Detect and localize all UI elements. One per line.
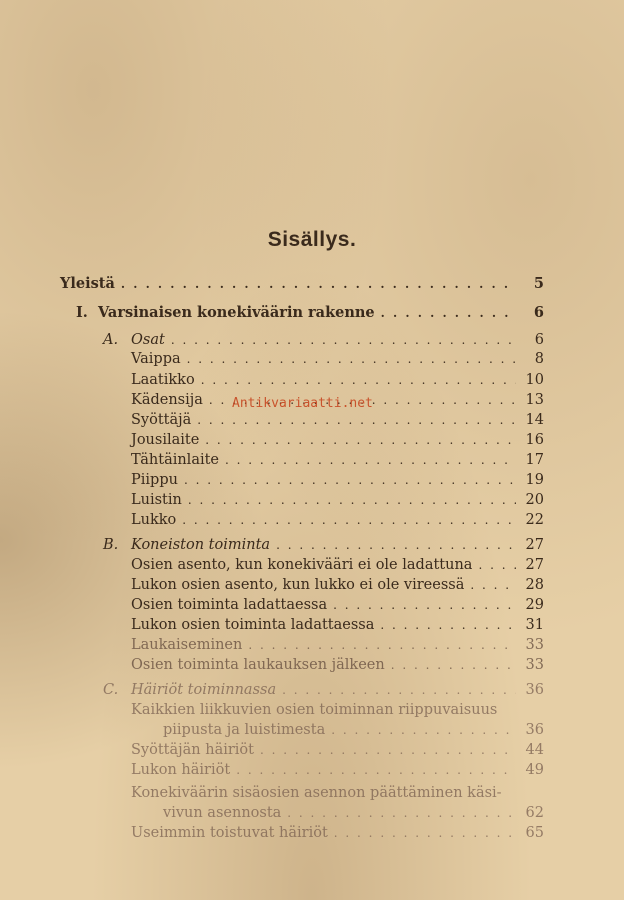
dot-leader [197,410,516,430]
page-title: Sisällys. [267,228,357,251]
dot-leader [225,450,516,470]
dot-leader [381,303,516,323]
entry-label: Vaippa [131,351,181,367]
dot-leader [248,635,516,655]
entry-text: Koneiston toiminta [131,537,271,553]
entry-page: 65 [525,825,544,841]
section-letter: B. [103,537,119,553]
dot-leader [478,555,516,575]
entry-label: Lukon osien asento, kun lukko ei ole vireessä [131,577,465,593]
toc-entry-syottaja [131,410,544,430]
entry-label: Syöttäjän häiriöt [131,742,254,758]
dot-leader [260,740,516,760]
entry-text: Osat [131,332,165,348]
entry-page: 5 [533,275,544,292]
entry-label: Osien toiminta ladattaessa [131,597,328,613]
entry-label: Lukon osien toiminta ladattaessa [131,617,375,633]
toc-entry-lukon-osien-asento [131,575,544,595]
entry-label: Luistin [131,492,182,508]
watermark-text: Antikvariaatti.net [232,396,373,411]
toc-entry-laatikko [131,370,544,390]
toc-entry-piippu [131,470,544,490]
toc-entry-yleista [60,274,544,294]
toc-entry-useimmin [131,823,544,843]
entry-page: 49 [525,762,544,778]
section-letter: C. [103,682,119,698]
entry-label [103,535,270,555]
entry-page: 10 [525,372,544,388]
dot-leader [188,490,516,510]
toc-entry-koneisto [103,535,544,555]
dot-leader [282,680,516,700]
dot-leader [391,655,516,675]
entry-page: 62 [525,805,544,821]
dot-leader [187,349,516,369]
dot-leader [184,470,516,490]
entry-page: 28 [525,577,544,593]
entry-page: 33 [525,637,544,653]
entry-page: 44 [525,742,544,758]
entry-page: 27 [525,537,544,553]
toc-entry-rakenne [76,303,544,323]
entry-label: Piippu [131,472,178,488]
dot-leader [334,823,516,843]
entry-page: 13 [525,392,544,408]
entry-page: 31 [525,617,544,633]
entry-label: piipusta ja luistimesta [163,722,326,738]
entry-label: Tähtäinlaite [131,452,220,468]
entry-label [76,303,375,323]
entry-label: Laatikko [131,372,195,388]
entry-page: 20 [525,492,544,508]
dot-leader [333,595,516,615]
entry-label: Osien toiminta laukauksen jälkeen [131,657,385,673]
entry-text: Häiriöt toiminnassa [131,682,277,698]
entry-page: 6 [533,304,544,321]
entry-label: Syöttäjä [131,412,192,428]
entry-label [103,330,165,350]
toc-entry-lukko [131,510,544,530]
toc-entry-kaikkien-line1: Kaikkien liikkuvien osien toiminnan riippuvaisuus [131,702,498,718]
toc-entry-lukon-hairiot [131,760,544,780]
dot-leader [182,510,516,530]
toc-entry-osat [103,330,544,350]
entry-page: 16 [525,432,544,448]
toc-entry-luistin [131,490,544,510]
dot-leader [331,720,516,740]
entry-page: 14 [525,412,544,428]
toc-entry-syottajan [131,740,544,760]
dot-leader [121,274,516,294]
dot-leader [276,535,516,555]
toc-entry-laukaiseminen [131,635,544,655]
dot-leader [201,370,516,390]
dot-leader [171,330,516,350]
toc-entry-konekivaarin-line1: Konekiväärin sisäosien asennon päättäminen käsi- [131,785,502,801]
toc-entry-osien-asento [131,555,544,575]
toc-entry-jalkeen [131,655,544,675]
entry-page: 22 [525,512,544,528]
dot-leader [236,760,516,780]
toc-entry-kaikkien [163,720,544,740]
entry-page: 17 [525,452,544,468]
entry-page: 29 [525,597,544,613]
dot-leader [470,575,516,595]
entry-page: 19 [525,472,544,488]
entry-label: Lukko [131,512,177,528]
entry-page: 36 [525,722,544,738]
entry-page: 6 [534,332,544,348]
entry-page: 36 [525,682,544,698]
entry-page: 33 [525,657,544,673]
section-number: I. [76,304,88,321]
entry-label: Jousilaite [131,432,200,448]
dot-leader [380,615,516,635]
toc-entry-lukon-osien-toiminta [131,615,544,635]
entry-page: 8 [534,351,544,367]
entry-label: Yleistä [60,275,115,292]
toc-entry-konekivaarin [163,803,544,823]
toc-entry-osien-toiminta [131,595,544,615]
entry-label: Osien asento, kun konekivääri ei ole ladattuna [131,557,473,573]
entry-label: Lukon häiriöt [131,762,231,778]
entry-page: 27 [525,557,544,573]
toc-entry-vaippa [131,349,544,369]
entry-label: Useimmin toistuvat häiriöt [131,825,328,841]
section-letter: A. [103,332,119,348]
entry-label: Laukaiseminen [131,637,243,653]
entry-label: vivun asennosta [163,805,282,821]
toc-entry-tahtainlaite [131,450,544,470]
entry-label: Kädensija [131,392,203,408]
entry-label [103,680,276,700]
toc-entry-jousilaite [131,430,544,450]
entry-text: Varsinaisen konekiväärin rakenne [98,304,375,321]
dot-leader [287,803,516,823]
dot-leader [205,430,516,450]
toc-entry-hairiot [103,680,544,700]
